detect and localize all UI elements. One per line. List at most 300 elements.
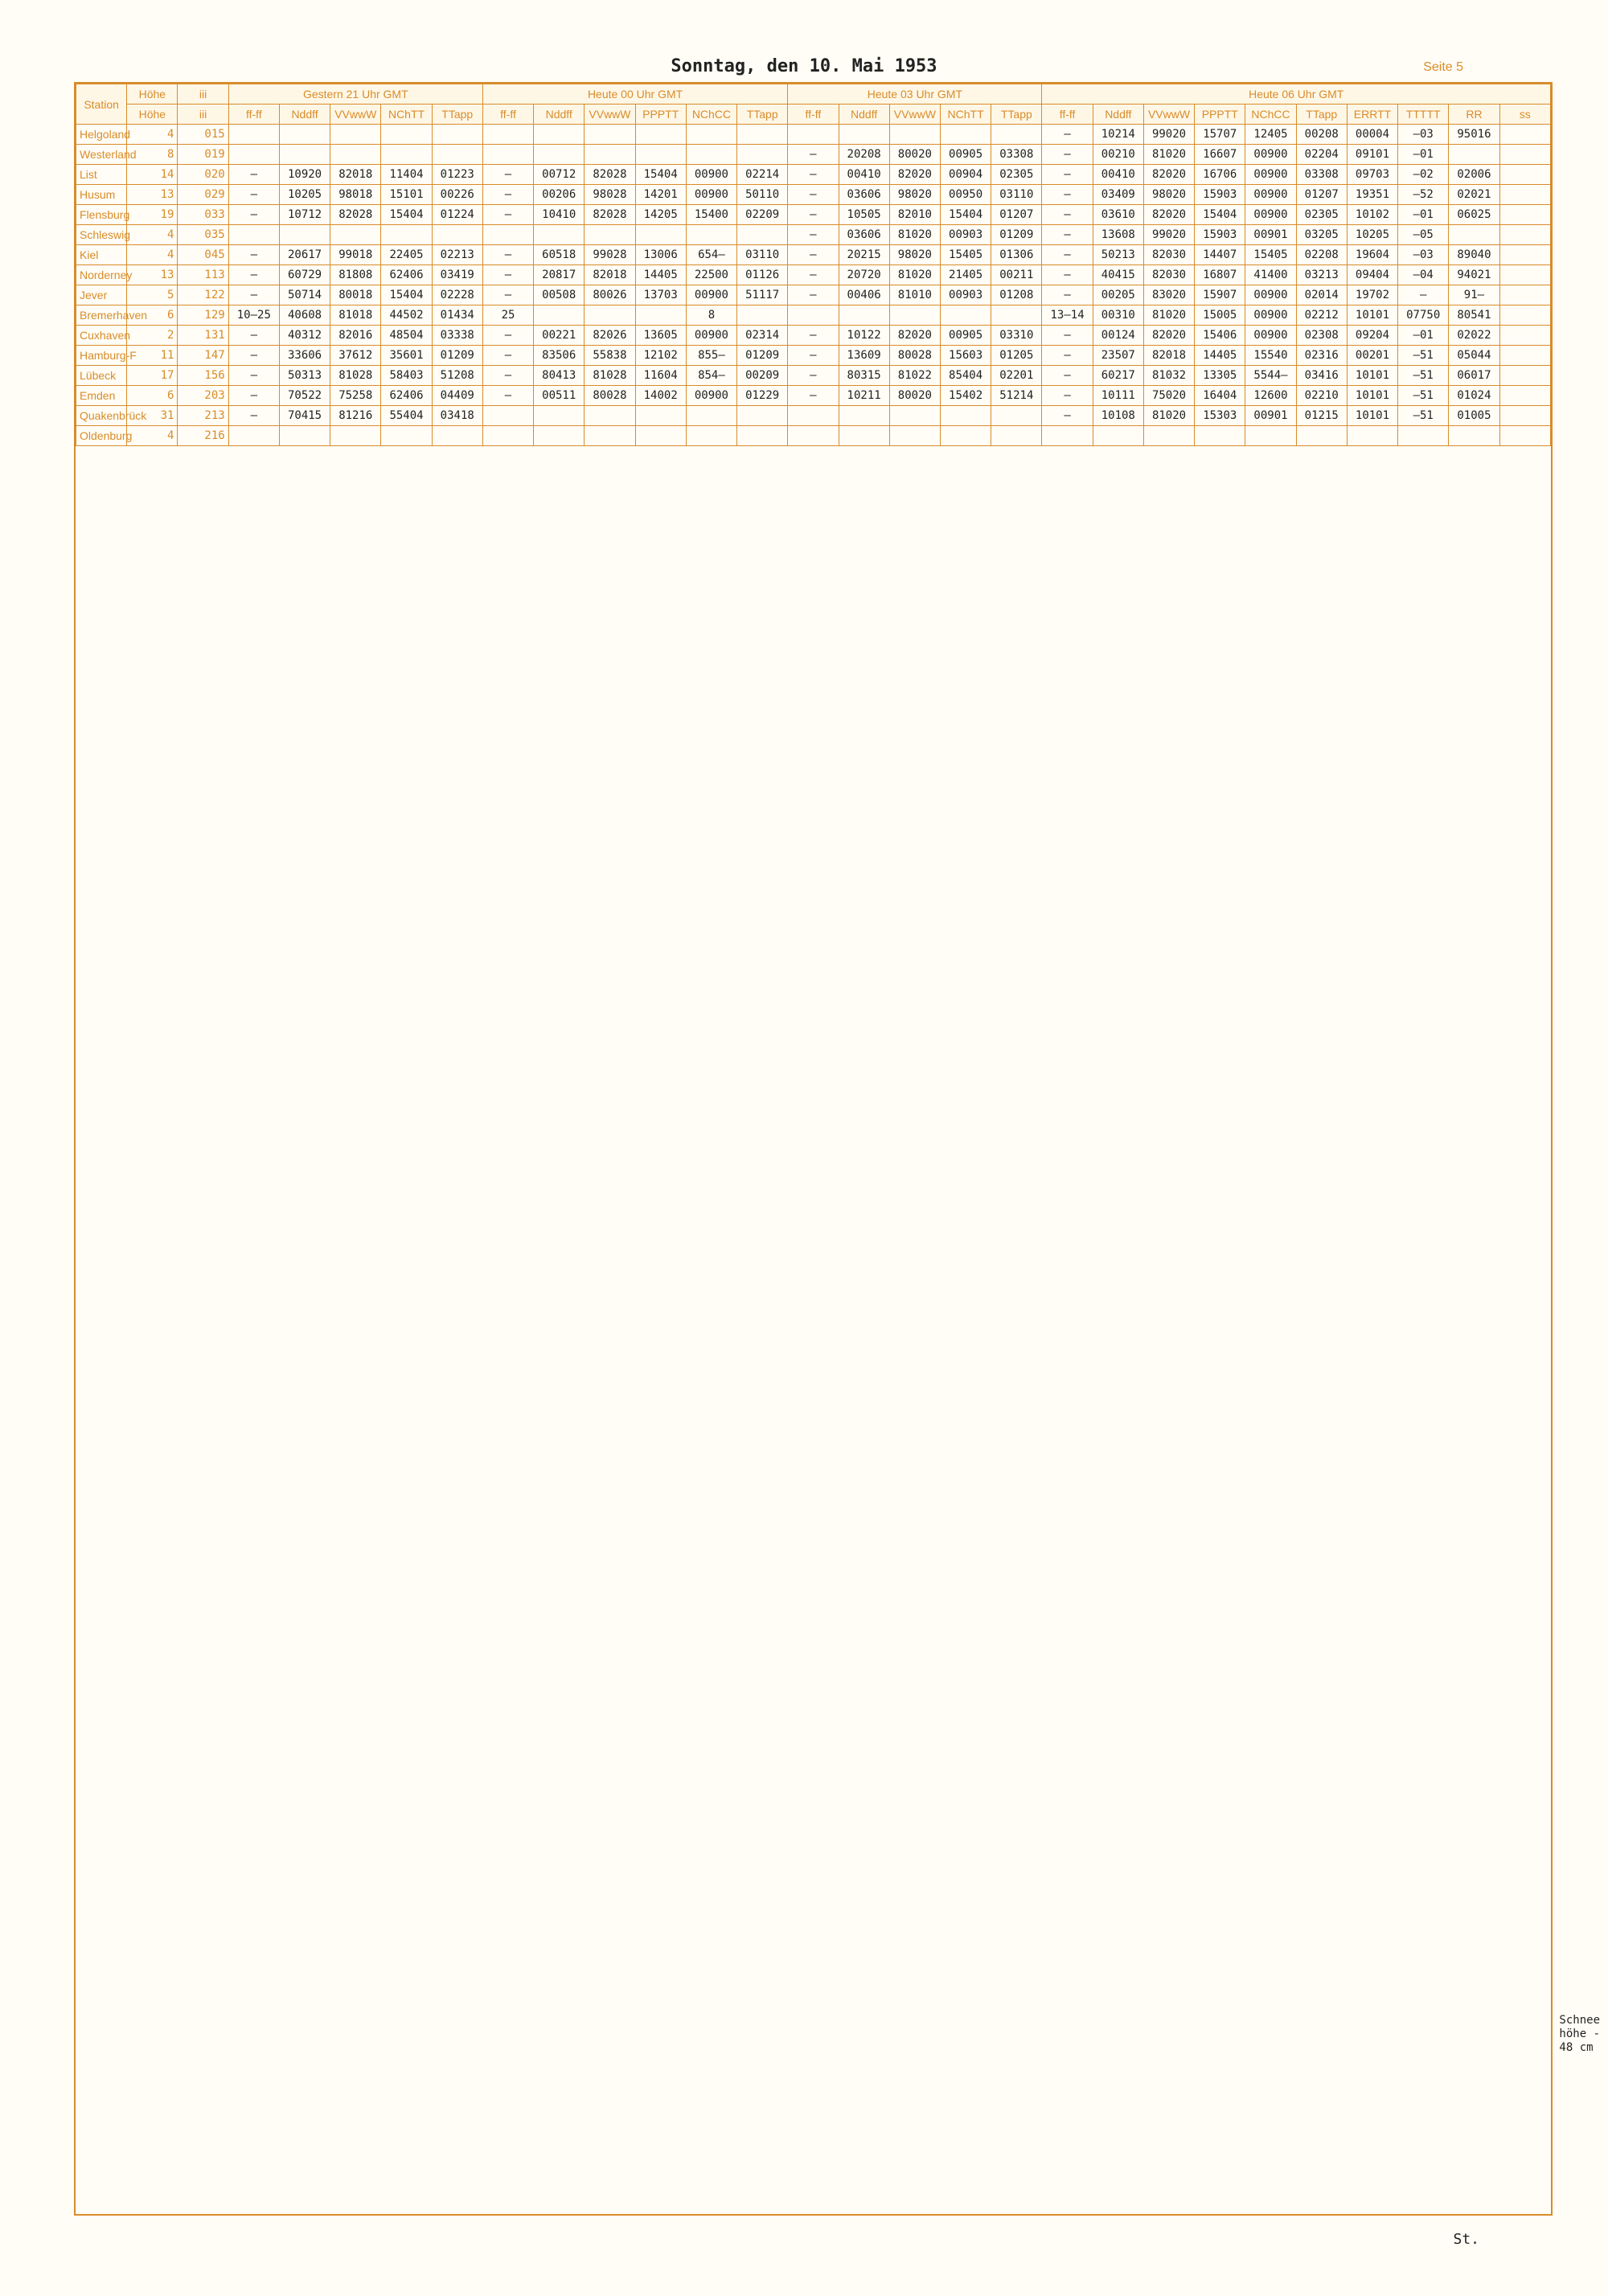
h03-cell: 80020 (889, 386, 940, 406)
g21-cell: 02213 (432, 245, 482, 265)
h06-cell: 03205 (1296, 225, 1347, 245)
h06-cell: 00210 (1093, 145, 1143, 165)
h06-cell: 16607 (1195, 145, 1245, 165)
h03-cell: — (788, 265, 839, 285)
h06-cell (1093, 426, 1143, 446)
side-note-line-2: höhe - (1559, 2027, 1600, 2040)
page-title: Sonntag, den 10. Mai 1953 (671, 56, 937, 76)
h06-cell: — (1042, 225, 1093, 245)
h06-cell: 94021 (1449, 265, 1499, 285)
h00-cell (534, 406, 585, 426)
g21-cell (432, 145, 482, 165)
g21-cell: 70522 (279, 386, 330, 406)
h06-cell: 10111 (1093, 386, 1143, 406)
g21-cell (228, 145, 279, 165)
station-name: List (76, 165, 127, 185)
g21-cell: 33606 (279, 346, 330, 366)
h00-cell: — (482, 386, 533, 406)
h03-cell: — (788, 245, 839, 265)
g21-cell (432, 426, 482, 446)
h03-cell: 01306 (991, 245, 1042, 265)
subheader-row (76, 105, 1551, 125)
h06-cell: 82030 (1143, 245, 1194, 265)
h03-cell (991, 406, 1042, 426)
h00-cell: 11604 (635, 366, 686, 386)
g21-cell: 51208 (432, 366, 482, 386)
h03-cell: 01205 (991, 346, 1042, 366)
station-id: 045 (178, 245, 228, 265)
h06-cell: 02006 (1449, 165, 1499, 185)
h03-cell (839, 125, 889, 145)
h06-cell: 01005 (1449, 406, 1499, 426)
h00-cell (737, 145, 788, 165)
h06-cell: 02212 (1296, 305, 1347, 326)
subheader-g21-2: VVwwW (330, 105, 381, 125)
h06-cell: 82018 (1143, 346, 1194, 366)
table-row (76, 285, 1551, 305)
g21-cell: 01434 (432, 305, 482, 326)
g21-cell (330, 426, 381, 446)
h06-cell: —51 (1398, 346, 1449, 366)
h03-cell (889, 406, 940, 426)
h03-cell: — (788, 285, 839, 305)
h06-cell: 41400 (1245, 265, 1296, 285)
station-id: 147 (178, 346, 228, 366)
h00-cell: 50110 (737, 185, 788, 205)
table-row (76, 165, 1551, 185)
station-id: 213 (178, 406, 228, 426)
h03-cell: 01209 (991, 225, 1042, 245)
h06-cell: 10205 (1347, 225, 1397, 245)
g21-cell: 15101 (381, 185, 432, 205)
h06-cell: 01215 (1296, 406, 1347, 426)
h06-cell: 13305 (1195, 366, 1245, 386)
subheader-h06-1: Nddff (1093, 105, 1143, 125)
h06-cell (1499, 386, 1550, 406)
station-id: 020 (178, 165, 228, 185)
h03-cell (788, 125, 839, 145)
h00-cell: — (482, 185, 533, 205)
h06-cell: 82020 (1143, 326, 1194, 346)
h06-cell (1245, 426, 1296, 446)
g21-cell: 48504 (381, 326, 432, 346)
table-row (76, 265, 1551, 285)
h06-cell: —03 (1398, 125, 1449, 145)
g21-cell: 98018 (330, 185, 381, 205)
station-height: 6 (127, 305, 178, 326)
h06-cell: 10108 (1093, 406, 1143, 426)
subheader-g21-3: NChTT (381, 105, 432, 125)
h03-cell: 00410 (839, 165, 889, 185)
subheader-h06-2: VVwwW (1143, 105, 1194, 125)
h06-cell: 16807 (1195, 265, 1245, 285)
station-id: 131 (178, 326, 228, 346)
g21-cell: 04409 (432, 386, 482, 406)
h00-cell (737, 125, 788, 145)
h06-cell (1398, 426, 1449, 446)
h06-cell: 02204 (1296, 145, 1347, 165)
h06-cell: —04 (1398, 265, 1449, 285)
h00-cell: 00221 (534, 326, 585, 346)
h06-cell: 15404 (1195, 205, 1245, 225)
h00-cell (482, 426, 533, 446)
g21-cell: 10–25 (228, 305, 279, 326)
h00-cell (482, 145, 533, 165)
g21-cell: 20617 (279, 245, 330, 265)
h03-cell: 81020 (889, 225, 940, 245)
subheader-h03-4: TTapp (991, 105, 1042, 125)
h06-cell: 00901 (1245, 406, 1296, 426)
g21-cell (279, 125, 330, 145)
h06-cell (1499, 225, 1550, 245)
subheader-h06-8: RR (1449, 105, 1499, 125)
h06-cell: 83020 (1143, 285, 1194, 305)
h06-cell: 15903 (1195, 185, 1245, 205)
g21-cell: 37612 (330, 346, 381, 366)
h00-cell: 55838 (585, 346, 635, 366)
station-height: 8 (127, 145, 178, 165)
h06-cell: 15303 (1195, 406, 1245, 426)
subheader-h03-1: Nddff (839, 105, 889, 125)
h06-cell (1499, 245, 1550, 265)
h06-cell: 10101 (1347, 366, 1397, 386)
h06-cell: 15005 (1195, 305, 1245, 326)
h00-cell: 14201 (635, 185, 686, 205)
h00-cell: 14002 (635, 386, 686, 406)
g21-cell: — (228, 185, 279, 205)
g21-cell: 03338 (432, 326, 482, 346)
g21-cell: — (228, 265, 279, 285)
h06-cell: 06017 (1449, 366, 1499, 386)
h06-cell: — (1042, 145, 1093, 165)
h03-cell (940, 125, 991, 145)
station-id: 122 (178, 285, 228, 305)
station-id: 033 (178, 205, 228, 225)
side-note-line-1: Schnee (1559, 2014, 1600, 2027)
h06-cell (1499, 305, 1550, 326)
h06-cell: 81020 (1143, 406, 1194, 426)
table-row (76, 205, 1551, 225)
h00-cell (534, 125, 585, 145)
station-name: Oldenburg (76, 426, 127, 446)
h03-cell: 01208 (991, 285, 1042, 305)
h00-cell: 02314 (737, 326, 788, 346)
h03-cell: 00905 (940, 145, 991, 165)
h03-cell: 00903 (940, 285, 991, 305)
h00-cell (737, 426, 788, 446)
h00-cell: 10410 (534, 205, 585, 225)
table-row (76, 346, 1551, 366)
g21-cell: — (228, 406, 279, 426)
h06-cell: 00205 (1093, 285, 1143, 305)
h06-cell: — (1042, 245, 1093, 265)
h00-cell: 00508 (534, 285, 585, 305)
h00-cell: 654— (686, 245, 736, 265)
h03-cell (839, 426, 889, 446)
h00-cell (737, 305, 788, 326)
h06-cell (1499, 265, 1550, 285)
station-id: 035 (178, 225, 228, 245)
h00-cell (482, 125, 533, 145)
id-header: iii (178, 84, 228, 105)
table-row (76, 145, 1551, 165)
station-name: Kiel (76, 245, 127, 265)
h00-cell: — (482, 205, 533, 225)
h00-cell: 82028 (585, 165, 635, 185)
h06-cell: 75020 (1143, 386, 1194, 406)
h06-cell (1499, 205, 1550, 225)
h00-cell: 13006 (635, 245, 686, 265)
g21-cell: 10920 (279, 165, 330, 185)
h00-cell: 00900 (686, 285, 736, 305)
h00-cell: 22500 (686, 265, 736, 285)
h03-cell: 15404 (940, 205, 991, 225)
h00-cell: 81028 (585, 366, 635, 386)
g21-cell: — (228, 326, 279, 346)
h03-cell: 20720 (839, 265, 889, 285)
h06-cell (1499, 185, 1550, 205)
subheader-height: Höhe (127, 105, 178, 125)
h03-cell: 20208 (839, 145, 889, 165)
h06-cell (1499, 406, 1550, 426)
h00-cell: 20817 (534, 265, 585, 285)
station-name: Cuxhaven (76, 326, 127, 346)
g21-cell: 15404 (381, 285, 432, 305)
station-name: Bremerhaven (76, 305, 127, 326)
subheader-h00-3: PPPTT (635, 105, 686, 125)
h06-cell: 02208 (1296, 245, 1347, 265)
h06-cell: 01024 (1449, 386, 1499, 406)
h03-cell: 81022 (889, 366, 940, 386)
h03-cell: 03110 (991, 185, 1042, 205)
h06-cell: 80541 (1449, 305, 1499, 326)
h00-cell: 60518 (534, 245, 585, 265)
table-row (76, 125, 1551, 145)
g21-cell: 50714 (279, 285, 330, 305)
h06-cell: 14405 (1195, 346, 1245, 366)
h06-cell: 5544— (1245, 366, 1296, 386)
h06-cell: 15903 (1195, 225, 1245, 245)
h06-cell: —01 (1398, 145, 1449, 165)
side-note-line-3: 48 cm (1559, 2040, 1594, 2054)
g21-cell: 11404 (381, 165, 432, 185)
h06-cell: 10101 (1347, 305, 1397, 326)
g21-cell: — (228, 165, 279, 185)
h06-cell: 02022 (1449, 326, 1499, 346)
h06-cell: — (1398, 285, 1449, 305)
h06-cell: 10101 (1347, 386, 1397, 406)
h06-cell (1499, 145, 1550, 165)
g21-cell: — (228, 245, 279, 265)
h00-cell: 25 (482, 305, 533, 326)
table-row (76, 185, 1551, 205)
h03-cell (991, 125, 1042, 145)
station-height: 6 (127, 386, 178, 406)
g21-cell: — (228, 346, 279, 366)
h06-cell (1296, 426, 1347, 446)
g21-cell: 62406 (381, 386, 432, 406)
h00-cell (686, 145, 736, 165)
station-name: Norderney (76, 265, 127, 285)
g21-cell (228, 426, 279, 446)
g21-cell: 58403 (381, 366, 432, 386)
h00-cell (635, 145, 686, 165)
h06-cell: —05 (1398, 225, 1449, 245)
h06-cell (1499, 125, 1550, 145)
h03-cell: — (788, 386, 839, 406)
h00-cell (737, 406, 788, 426)
h06-cell: 12600 (1245, 386, 1296, 406)
h00-cell: 14405 (635, 265, 686, 285)
g21-cell: 75258 (330, 386, 381, 406)
h06-cell: 15907 (1195, 285, 1245, 305)
h06-cell: 02014 (1296, 285, 1347, 305)
station-id: 029 (178, 185, 228, 205)
h06-cell (1449, 426, 1499, 446)
h03-cell: 98020 (889, 245, 940, 265)
subheader-h06-4: NChCC (1245, 105, 1296, 125)
h06-cell (1042, 426, 1093, 446)
h03-cell: 80315 (839, 366, 889, 386)
subheader-h00-1: Nddff (534, 105, 585, 125)
station-id: 019 (178, 145, 228, 165)
subheader-h00-0: ff-ff (482, 105, 533, 125)
h00-cell: — (482, 245, 533, 265)
station-name: Quakenbrück (76, 406, 127, 426)
h06-cell: 09204 (1347, 326, 1397, 346)
station-height: 14 (127, 165, 178, 185)
table-row (76, 245, 1551, 265)
h06-cell: — (1042, 185, 1093, 205)
h00-cell: 00900 (686, 185, 736, 205)
station-id: 216 (178, 426, 228, 446)
h06-cell (1347, 426, 1397, 446)
h06-cell: — (1042, 205, 1093, 225)
h06-cell: 03416 (1296, 366, 1347, 386)
h00-cell (585, 426, 635, 446)
g21-cell: 81216 (330, 406, 381, 426)
h03-cell: 85404 (940, 366, 991, 386)
h06-cell: 00900 (1245, 145, 1296, 165)
station-height: 4 (127, 426, 178, 446)
h00-cell (635, 406, 686, 426)
h00-cell: 00712 (534, 165, 585, 185)
h03-cell: 03606 (839, 225, 889, 245)
side-note (1559, 2014, 1600, 2054)
h03-cell (991, 426, 1042, 446)
h06-cell: 81020 (1143, 305, 1194, 326)
h00-cell: 00900 (686, 386, 736, 406)
h03-cell (940, 406, 991, 426)
g21-cell: 01209 (432, 346, 482, 366)
h03-cell: 10505 (839, 205, 889, 225)
h03-cell: 03310 (991, 326, 1042, 346)
h06-cell: —03 (1398, 245, 1449, 265)
h06-cell: 13608 (1093, 225, 1143, 245)
h03-cell (889, 125, 940, 145)
station-height: 11 (127, 346, 178, 366)
g21-cell: 99018 (330, 245, 381, 265)
h06-cell: 00410 (1093, 165, 1143, 185)
h06-cell: 03213 (1296, 265, 1347, 285)
station-name: Husum (76, 185, 127, 205)
g21-cell (279, 225, 330, 245)
h00-cell (534, 225, 585, 245)
h06-cell: 02308 (1296, 326, 1347, 346)
h00-cell: 02214 (737, 165, 788, 185)
page-number: Seite 5 (1423, 60, 1463, 74)
station-height: 13 (127, 265, 178, 285)
h00-cell: 98028 (585, 185, 635, 205)
subheader-h03-3: NChTT (940, 105, 991, 125)
subheader-h00-2: VVwwW (585, 105, 635, 125)
h03-cell: 00905 (940, 326, 991, 346)
station-name: Emden (76, 386, 127, 406)
g21-cell (381, 426, 432, 446)
h03-cell: — (788, 145, 839, 165)
h06-cell: 81032 (1143, 366, 1194, 386)
subheader-h06-7: TTTTT (1398, 105, 1449, 125)
h03-cell: 15402 (940, 386, 991, 406)
h03-cell: 03606 (839, 185, 889, 205)
table-body (76, 125, 1551, 446)
h03-cell: 02305 (991, 165, 1042, 185)
h03-cell: 13609 (839, 346, 889, 366)
h00-cell: 82028 (585, 205, 635, 225)
h03-cell (839, 305, 889, 326)
station-header: Station (76, 84, 127, 125)
h06-cell: — (1042, 366, 1093, 386)
h06-cell: 82020 (1143, 205, 1194, 225)
g21-cell (432, 125, 482, 145)
g21-cell: 82028 (330, 205, 381, 225)
g21-cell: 55404 (381, 406, 432, 426)
h03-cell (889, 305, 940, 326)
today-03-header: Heute 03 Uhr GMT (788, 84, 1042, 105)
h00-cell: 13605 (635, 326, 686, 346)
h00-cell (534, 305, 585, 326)
h03-cell: 98020 (889, 185, 940, 205)
h06-cell: — (1042, 406, 1093, 426)
h06-cell: — (1042, 265, 1093, 285)
h03-cell: 15603 (940, 346, 991, 366)
h03-cell (940, 426, 991, 446)
h06-cell: 00124 (1093, 326, 1143, 346)
h03-cell: — (788, 225, 839, 245)
h00-cell: 15404 (635, 165, 686, 185)
h00-cell: 12102 (635, 346, 686, 366)
h06-cell: 00310 (1093, 305, 1143, 326)
h00-cell: 80026 (585, 285, 635, 305)
g21-cell: 01223 (432, 165, 482, 185)
h03-cell: 00406 (839, 285, 889, 305)
h03-cell: — (788, 346, 839, 366)
h00-cell (482, 406, 533, 426)
h06-cell: 00900 (1245, 326, 1296, 346)
h06-cell: 01207 (1296, 185, 1347, 205)
station-height: 5 (127, 285, 178, 305)
subheader-g21-0: ff-ff (228, 105, 279, 125)
h06-cell: 09101 (1347, 145, 1397, 165)
h06-cell: —01 (1398, 205, 1449, 225)
h06-cell: 19702 (1347, 285, 1397, 305)
h06-cell: 10102 (1347, 205, 1397, 225)
g21-cell: 01224 (432, 205, 482, 225)
h00-cell: — (482, 346, 533, 366)
h03-cell: 81010 (889, 285, 940, 305)
subheader-h00-5: TTapp (737, 105, 788, 125)
h00-cell (635, 426, 686, 446)
